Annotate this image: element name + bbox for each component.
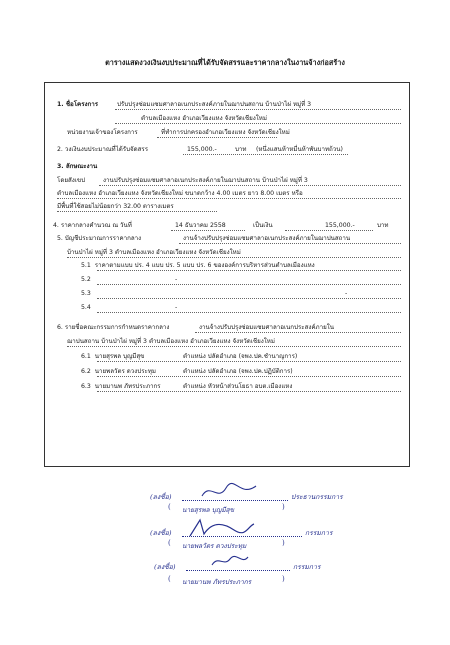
s6-member-2-underline: [97, 376, 401, 377]
s2-amount: 155,000.-: [187, 146, 217, 153]
s6-member-3-num: 6.3: [81, 383, 91, 390]
s6-member-1-num: 6.1: [81, 353, 91, 360]
s5-item-1-num: 5.1: [81, 262, 91, 269]
sig2-open-paren: (: [168, 539, 171, 547]
s4-underline2: [285, 230, 373, 231]
sig1-role: ประธานกรรมการ: [291, 493, 343, 501]
s5-item-1-underline: [97, 270, 401, 271]
s6-member-3: [81, 383, 161, 391]
s5-item-4-num: 5.4: [81, 304, 91, 311]
s1-underline2: [115, 123, 401, 124]
s5-item-2: [81, 276, 91, 284]
s5-line1: งานจ้างปรับปรุงซ่อมแซมศาลาอเนกประสงค์ภายในฌาปนสถาน: [183, 235, 351, 242]
s5-header: [57, 235, 141, 243]
s1-agency: ที่ทำการปกครองอำเภอเวียงแหง จังหวัดเชียงใหม่: [161, 129, 290, 136]
s6-member-1-underline: [97, 361, 401, 362]
s3-header: [57, 163, 97, 171]
s4-amount: 155,000.-: [325, 222, 355, 229]
s5-item-4-text: -: [175, 304, 178, 311]
s6-member-2-position: ตำแหน่ง ปลัดอำเภอ (จพง.ปค.ปฏิบัติการ): [183, 368, 293, 375]
sig1-label: (ลงชื่อ): [150, 493, 172, 501]
sig1-name: นายสุรพล บุญมีสุข: [182, 506, 235, 514]
s4-num: 4.: [53, 222, 59, 229]
s1-agency-label: หน่วยงานเจ้าของโครงการ: [67, 129, 138, 136]
sig2-name: นายพลวัตร ดวงประทุม: [182, 542, 247, 550]
s6-member-1-name: นายสุรพล บุญมีสุข: [94, 353, 145, 360]
sig1-close-paren: ): [282, 503, 285, 511]
s2-underline: [183, 154, 348, 155]
s2-header: [57, 146, 148, 154]
s5-item-3: [81, 290, 91, 298]
form-box: [44, 82, 410, 467]
s6-line1: งานจ้างปรับปรุงซ่อมแซมศาลาอเนกประสงค์ภายใน: [199, 324, 334, 331]
s4-header: [53, 222, 132, 230]
s5-item-3-underline: [97, 298, 401, 299]
sig3-open-paren: (: [168, 575, 171, 583]
s6-line2: ฌาปนสถาน บ้านป่าไผ่ หมู่ที่ 3 ตำบลเมืองแหง อำเภอเวียงแหง จังหวัดเชียงใหม่: [67, 338, 275, 345]
s5-item-1: [81, 262, 315, 270]
s4-mid: เป็นเงิน: [253, 222, 273, 229]
s6-member-3-underline: [97, 391, 401, 392]
s6-num: 6.: [57, 324, 63, 331]
s3-line3: มีพื้นที่ใช้สอยไม่น้อยกว่า 32.00 ตารางเมตร: [57, 203, 174, 210]
s6-underline1: [195, 332, 401, 333]
s5-item-3-num: 5.3: [81, 290, 91, 297]
s6-member-3-name: นายมานพ ภัทรประภากร: [94, 383, 161, 390]
s5-label: บัญชีประมาณการราคากลาง: [64, 235, 142, 242]
s5-underline1: [179, 243, 401, 244]
sig1-open-paren: (: [168, 503, 171, 511]
s1-label: ชื่อโครงการ: [65, 101, 99, 108]
s5-item-2-num: 5.2: [81, 276, 91, 283]
s1-header: [57, 101, 98, 109]
s1-num: 1.: [57, 101, 64, 108]
s5-line2: บ้านป่าไผ่ หมู่ที่ 3 ตำบลเมืองแหง อำเภอเวียงแหง จังหวัดเชียงใหม่: [67, 249, 241, 256]
s6-member-1: [81, 353, 144, 361]
sig3-role: กรรมการ: [293, 563, 321, 571]
s4-underline1: [171, 230, 245, 231]
s6-member-2-name: นายพลวัตร ดวงประทุม: [94, 368, 157, 375]
sig1-signature-icon: [200, 480, 260, 502]
s4-label: ราคากลางคำนวณ ณ วันที่: [60, 222, 132, 229]
s6-member-3-position: ตำแหน่ง หัวหน้าส่วนโยธา อบต.เมืองแหง: [183, 383, 293, 390]
s6-header: [57, 324, 169, 332]
sig2-label: (ลงชื่อ): [150, 529, 172, 537]
s1-value1: ปรับปรุงซ่อมแซมศาลาอเนกประสงค์ภายในฌาปนสถาน บ้านป่าไผ่ หมู่ที่ 3: [117, 101, 312, 108]
s5-item-2-text: -: [175, 276, 178, 283]
s6-underline2: [67, 346, 401, 347]
s6-member-2-num: 6.2: [81, 368, 91, 375]
s3-label: ลักษณะงาน: [65, 163, 98, 170]
s6-member-1-position: ตำแหน่ง ปลัดอำเภอ (จพง.ปค.ชำนาญการ): [183, 353, 298, 360]
sig3-signature-icon: [210, 553, 250, 569]
s3-underline2: [57, 198, 401, 199]
s5-item-4: [81, 304, 91, 312]
s1-value2: ตำบลเมืองแหง อำเภอเวียงแหง จังหวัดเชียงใหม่: [141, 115, 267, 122]
s5-num: 5.: [57, 235, 63, 242]
s2-words: (หนึ่งแสนห้าหมื่นห้าพันบาทถ้วน): [256, 146, 343, 153]
sig2-signature-icon: [186, 516, 256, 540]
sig3-label: (ลงชื่อ): [154, 563, 176, 571]
s3-underline1: [99, 185, 401, 186]
s6-member-2: [81, 368, 156, 376]
s4-unit: บาท: [377, 222, 389, 229]
s5-item-4-underline: [97, 312, 401, 313]
sig3-close-paren: ): [282, 575, 285, 583]
s5-item-1-text: ราคาตามแบบ ปร. 4 แบบ ปร. 5 แบบ ปร. 6 ขององค์การบริหารส่วนตำบลเมืองแหง: [94, 262, 315, 269]
s3-num: 3.: [57, 163, 64, 170]
s3-line2: ตำบลเมืองแหง อำเภอเวียงแหง จังหวัดเชียงใหม่ ขนาดกว้าง 4.00 เมตร ยาว 8.00 เมตร หรือ: [57, 190, 303, 197]
sig2-close-paren: ): [282, 539, 285, 547]
s2-label: วงเงินงบประมาณที่ได้รับจัดสรร: [64, 146, 149, 153]
s2-unit: บาท: [235, 146, 247, 153]
s6-label: รายชื่อคณะกรรมการกำหนดราคากลาง: [64, 324, 170, 331]
s3-underline3: [57, 211, 217, 212]
s2-num: 2.: [57, 146, 63, 153]
s4-date: 14 ธันวาคม 2558: [175, 222, 226, 229]
s5-item-2-underline: [97, 284, 401, 285]
sig3-name: นายมานพ ภัทรประภากร: [182, 578, 252, 586]
s1-underline1: [115, 109, 401, 110]
s3-line1: งานปรับปรุงซ่อมแซมศาลาอเนกประสงค์ภายในฌาปนสถาน บ้านป่าไผ่ หมู่ที่ 3: [103, 177, 308, 184]
s3-prefix: โดยสังเขป: [57, 177, 86, 184]
s1-underline3: [157, 137, 277, 138]
page-title: ตารางแสดงวงเงินงบประมาณที่ได้รับจัดสรรและราคากลางในงานจ้างก่อสร้าง: [105, 58, 345, 67]
s5-item-3-text: -: [345, 290, 348, 297]
sig3-line: [186, 570, 290, 571]
sig2-role: กรรมการ: [305, 529, 333, 537]
s5-underline2: [67, 257, 401, 258]
